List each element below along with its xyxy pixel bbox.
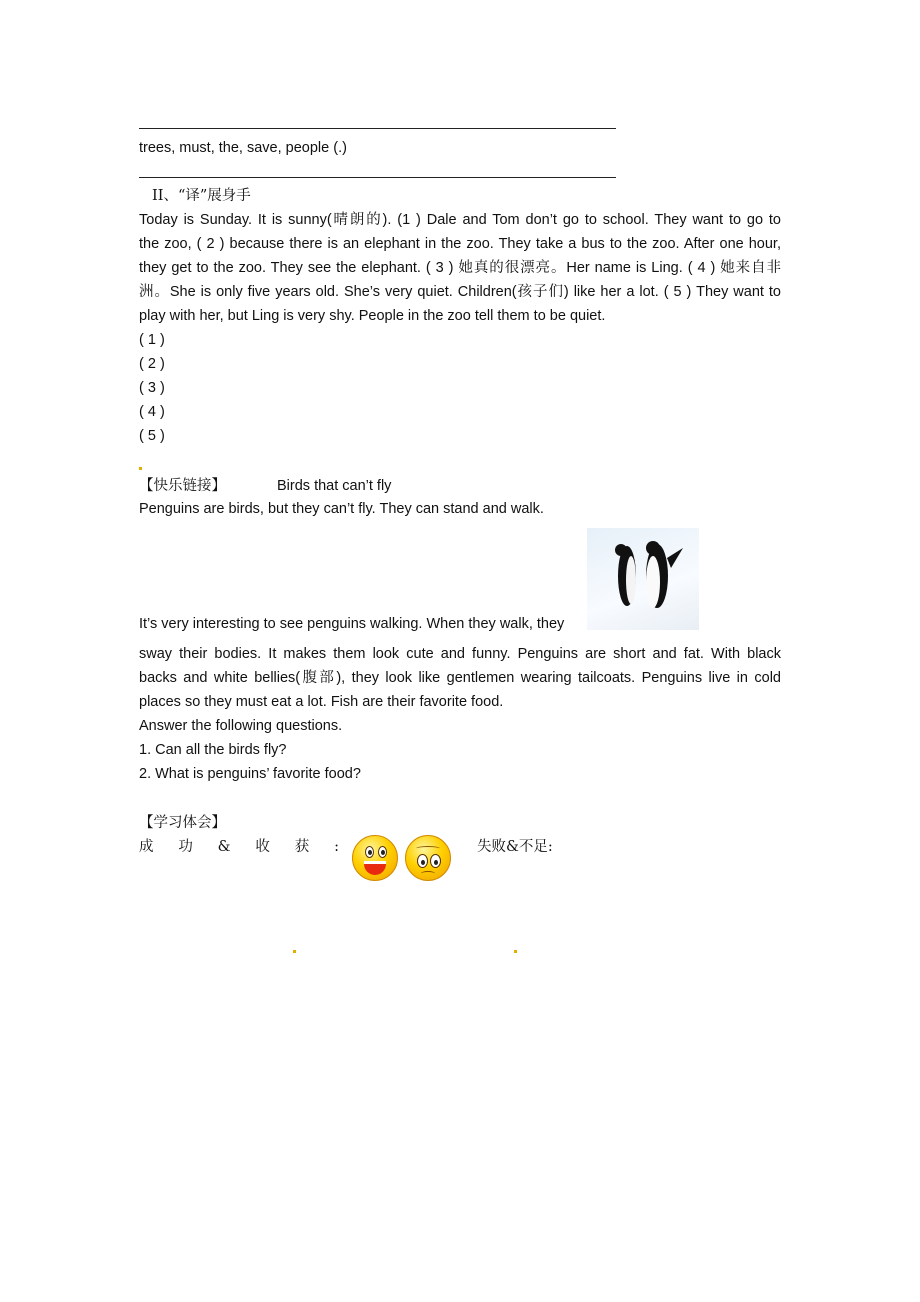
- success-label: [139, 835, 339, 859]
- paragraph-line: Today is Sunday. It is sunny(晴朗的). (1 ) Dale and Tom don’t go to school. They want to go to: [139, 212, 781, 228]
- translation-heading: II、“译”展身手: [152, 188, 251, 204]
- reading-instruction: Answer the following questions.: [139, 718, 343, 734]
- success-char: 获: [294, 839, 310, 855]
- paragraph-line: 洲。She is only five years old. She’s very quiet. Children(孩子们) like her a lot. ( 5 ) They want to: [139, 284, 781, 300]
- answer-line-2: [139, 177, 616, 178]
- reading-line-2: It’s very interesting to see penguins walking. When they walk, they: [139, 616, 565, 632]
- question-2: 2. What is penguins’ favorite food?: [139, 766, 361, 782]
- paragraph-line: backs and white bellies(腹部), they look like gentlemen wearing tailcoats. Penguins live in cold: [139, 670, 781, 686]
- reading-section-label: 【快乐链接】: [139, 478, 226, 494]
- failure-label: 失败&不足:: [477, 839, 553, 855]
- question-1: 1. Can all the birds fly?: [139, 742, 287, 758]
- answer-item: ( 5 ): [139, 428, 165, 444]
- success-char: 收: [255, 839, 270, 855]
- penguins-image: [587, 528, 699, 630]
- answer-item: ( 3 ): [139, 380, 165, 396]
- success-char: &: [217, 839, 231, 855]
- answer-line-1: [139, 128, 616, 129]
- success-char: 功: [178, 839, 193, 855]
- paragraph-line: they get to the zoo. They see the elephant. ( 3 ) 她真的很漂亮。Her name is Ling. ( 4 ) 她来自非: [139, 260, 781, 276]
- paragraph-line: sway their bodies. It makes them look cute and funny. Penguins are short and fat. With black: [139, 646, 781, 662]
- translation-paragraph: [139, 208, 781, 328]
- worried-face-icon: [405, 835, 451, 881]
- happy-face-icon: [352, 835, 398, 881]
- reading-line-1: Penguins are birds, but they can’t fly. They can stand and walk.: [139, 501, 544, 517]
- answer-item: ( 1 ): [139, 332, 165, 348]
- answer-item: ( 2 ): [139, 356, 165, 372]
- exercise-prompt: trees, must, the, save, people (.): [139, 140, 347, 156]
- paragraph-line: places so they must eat a lot. Fish are their favorite food.: [139, 694, 504, 710]
- paragraph-line: play with her, but Ling is very shy. People in the zoo tell them to be quiet.: [139, 308, 606, 324]
- reflection-section-label: 【学习体会】: [139, 815, 226, 831]
- answer-item: ( 4 ): [139, 404, 165, 420]
- success-char: 成: [139, 839, 154, 855]
- marker-dot: [293, 950, 296, 953]
- marker-dot: [514, 950, 517, 953]
- reading-paragraph: [139, 642, 781, 714]
- marker-dot: [139, 467, 142, 470]
- reading-title: Birds that can’t fly: [277, 478, 392, 494]
- paragraph-line: the zoo, ( 2 ) because there is an elephant in the zoo. They take a bus to the zoo. After one hour,: [139, 236, 781, 252]
- success-char: :: [334, 839, 339, 855]
- translation-answers: [139, 328, 165, 448]
